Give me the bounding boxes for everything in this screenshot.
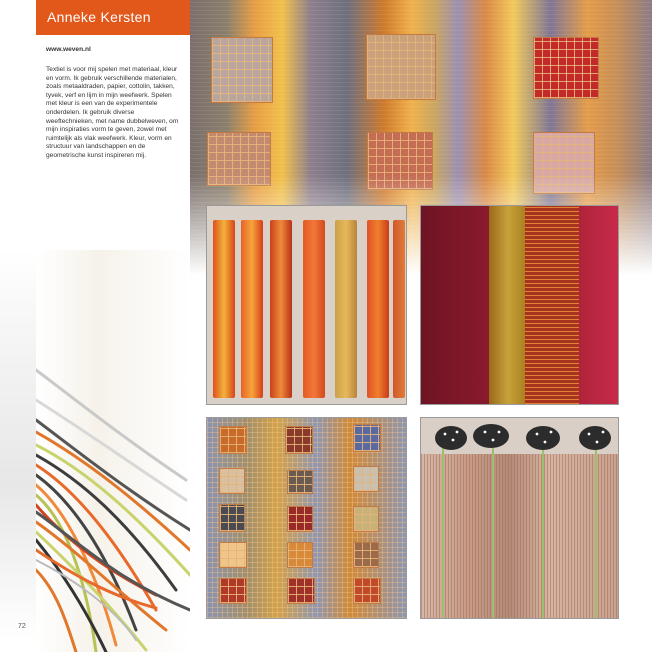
woven-window <box>533 37 599 99</box>
woven-window <box>211 37 273 103</box>
feather-weave-photo <box>420 417 619 619</box>
fiber-photo <box>36 250 190 652</box>
woven-window <box>219 578 247 604</box>
weave-strip <box>241 220 263 398</box>
woven-window <box>287 542 313 568</box>
woven-window <box>219 504 245 532</box>
woven-window <box>353 542 379 568</box>
title-bar <box>36 0 190 35</box>
woven-window <box>285 426 313 454</box>
fiber-strands <box>36 250 190 652</box>
yellow-band <box>489 206 527 404</box>
article-body: Textiel is voor mij spelen met materiaal, kleur en vorm. Ik gebruik verschillende materialen, zoals metaaldraden, papier, cottolin, takken, tyvek, verf en lijm in mijn weefwerk. Spelen met kleur is een van de experimentele onderdelen. Ik gebruik diverse weeftechnieken, met name dubbelweven, om mijn inspiraties vorm te geven, zowel met ruimtelijk als vlak weefwerk. Kleur, vorm en structuur van landschappen en de geometrische kunst inspireren mij. <box>46 66 179 159</box>
grid-weave-photo <box>206 417 407 619</box>
weave-strip <box>335 220 357 398</box>
woven-window <box>353 506 379 532</box>
artist-name: Anneke Kersten <box>47 9 151 25</box>
red-strips-photo <box>206 205 407 405</box>
woven-window <box>353 578 381 604</box>
website-link[interactable]: www.weven.nl <box>46 46 91 53</box>
red-field <box>579 206 618 404</box>
weave-strip <box>393 220 405 398</box>
woven-window <box>366 34 436 100</box>
woven-window <box>287 506 313 532</box>
orange-mesh <box>525 206 580 404</box>
magenta-field <box>421 206 491 404</box>
woven-window <box>219 426 247 454</box>
weave-strip <box>303 220 325 398</box>
woven-window <box>219 542 247 568</box>
woven-window <box>219 468 245 494</box>
woven-window <box>287 578 315 604</box>
weave-strip <box>367 220 389 398</box>
woven-window <box>353 424 381 452</box>
weave-strip <box>270 220 292 398</box>
woven-window <box>353 466 379 492</box>
left-margin-fiber-shadow <box>0 250 36 640</box>
feathers-and-stems <box>421 418 618 618</box>
page-number: 72 <box>18 623 26 630</box>
woven-window <box>287 470 313 494</box>
magenta-weave-photo <box>420 205 619 405</box>
weave-strip <box>213 220 235 398</box>
